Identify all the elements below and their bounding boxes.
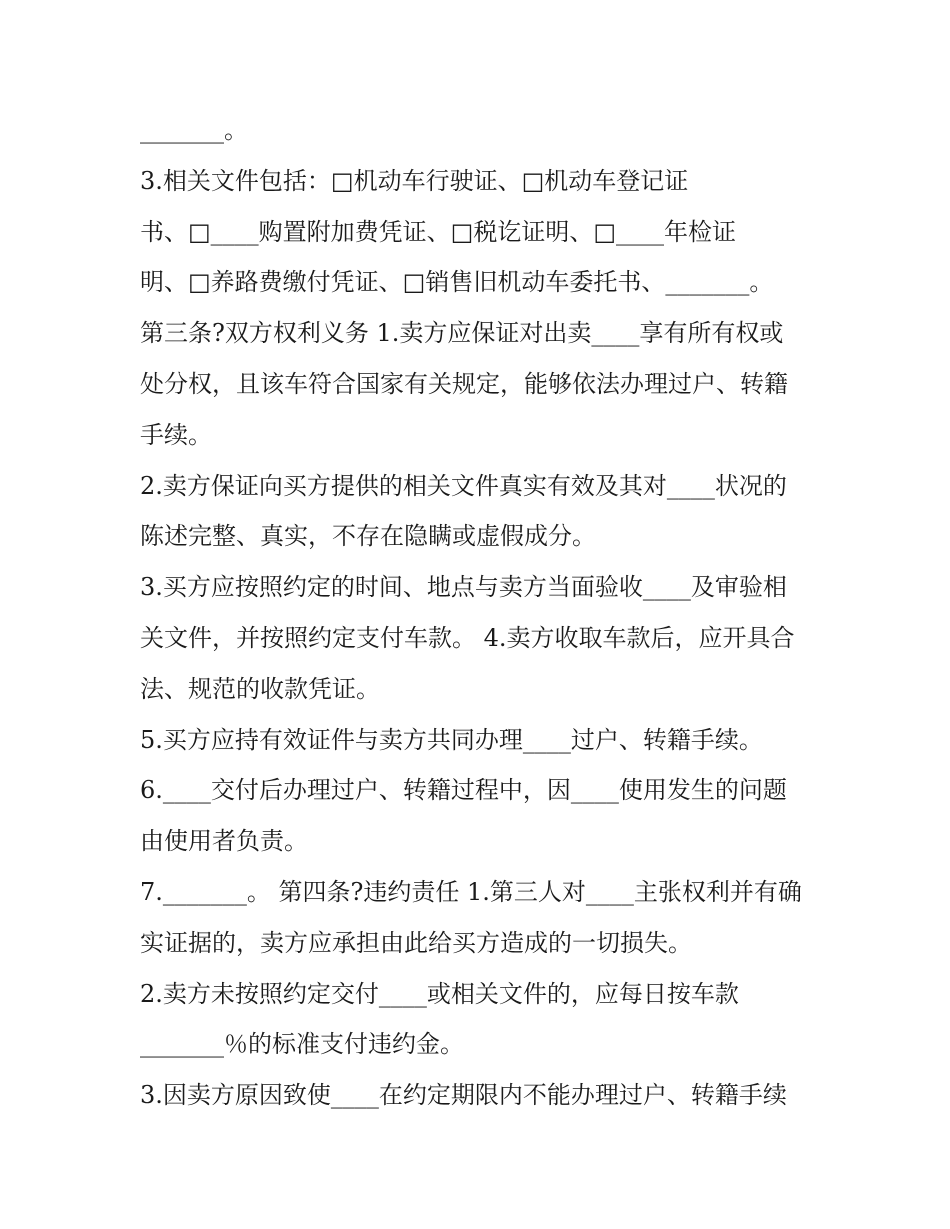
- text-line: 关文件，并按照约定支付车款。 4.卖方收取车款后，应开具合: [140, 623, 795, 652]
- text-line: 书、□____购置附加费凭证、□税讫证明、□____年检证: [140, 217, 737, 246]
- text-line: _______。: [140, 116, 248, 144]
- text-line: 实证据的，卖方应承担由此给买方造成的一切损失。: [140, 928, 692, 957]
- text-line: 2.卖方保证向买方提供的相关文件真实有效及其对____状况的: [140, 471, 787, 500]
- text-line: 明、□养路费缴付凭证、□销售旧机动车委托书、_______。: [140, 268, 774, 297]
- text-line: 3.买方应按照约定的时间、地点与卖方当面验收____及审验相: [140, 573, 787, 602]
- text-line: 陈述完整、真实，不存在隐瞒或虚假成分。: [140, 522, 596, 551]
- text-line: 由使用者负责。: [140, 827, 308, 856]
- text-line: 6.____交付后办理过户、转籍过程中，因____使用发生的问题: [140, 776, 787, 805]
- text-line: 手续。: [140, 420, 212, 449]
- document-body: [140, 105, 830, 1121]
- text-line: 3.因卖方原因致使____在约定期限内不能办理过户、转籍手续: [140, 1081, 787, 1110]
- text-line: 3.相关文件包括：□机动车行驶证、□机动车登记证: [140, 166, 689, 195]
- text-line: _______％的标准支付违约金。: [140, 1030, 464, 1059]
- text-line: 第三条?双方权利义务 1.卖方应保证对出卖____享有所有权或: [140, 319, 784, 348]
- text-line: 7._______。 第四条?违约责任 1.第三人对____主张权利并有确: [140, 877, 802, 906]
- text-line: 法、规范的收款凭证。: [140, 674, 380, 703]
- text-line: 处分权，且该车符合国家有关规定，能够依法办理过户、转籍: [140, 369, 788, 398]
- text-line: 5.买方应持有效证件与卖方共同办理____过户、转籍手续。: [140, 725, 763, 754]
- text-line: 2.卖方未按照约定交付____或相关文件的，应每日按车款: [140, 979, 739, 1008]
